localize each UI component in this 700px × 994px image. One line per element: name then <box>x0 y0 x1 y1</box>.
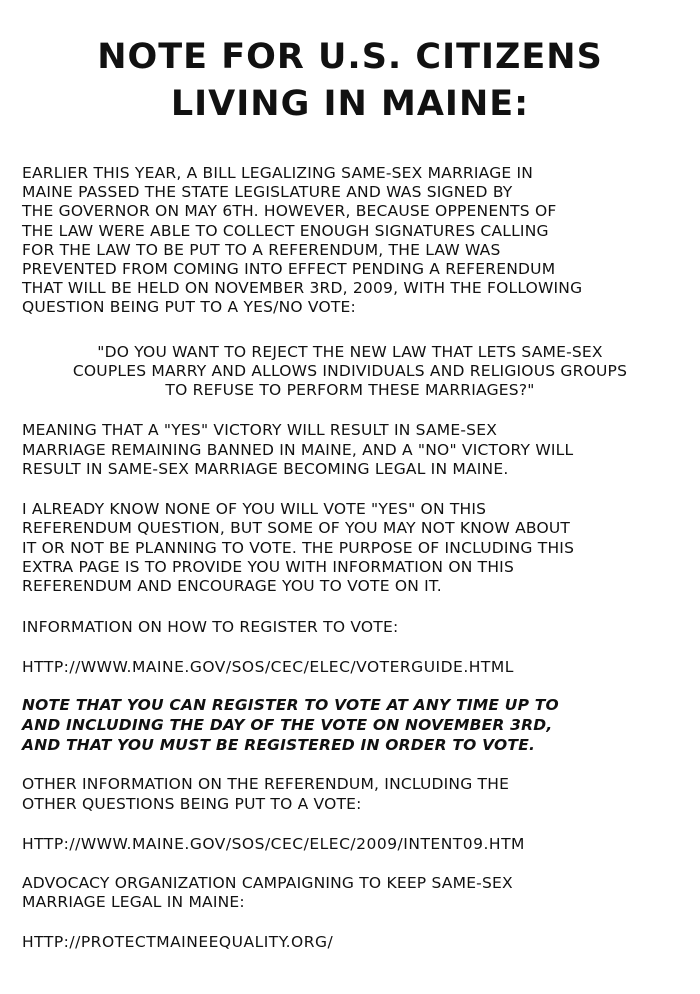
registration-note-line: AND INCLUDING THE DAY OF THE VOTE ON NOVEMBER 3RD, <box>22 716 553 734</box>
paragraph-3-line: I ALREADY KNOW NONE OF YOU WILL VOTE "YES" ON THIS <box>22 500 487 518</box>
paragraph-1-line: FOR THE LAW TO BE PUT TO A REFERENDUM, THE LAW WAS <box>22 241 501 259</box>
paragraph-2-line: MARRIAGE REMAINING BANNED IN MAINE, AND A "NO" VICTORY WILL <box>22 441 574 459</box>
other-info-line: OTHER INFORMATION ON THE REFERENDUM, INCLUDING THE <box>22 775 510 793</box>
advocacy-line: MARRIAGE LEGAL IN MAINE: <box>22 893 245 911</box>
paragraph-1-line: EARLIER THIS YEAR, A BILL LEGALIZING SAME-SEX MARRIAGE IN <box>22 164 534 182</box>
paragraph-1-line: THE LAW WERE ABLE TO COLLECT ENOUGH SIGNATURES CALLING <box>22 222 549 240</box>
paragraph-1-line: PREVENTED FROM COMING INTO EFFECT PENDING A REFERENDUM <box>22 260 556 278</box>
advocacy-url: HTTP://PROTECTMAINEEQUALITY.ORG/ <box>22 933 334 951</box>
paragraph-2-line: RESULT IN SAME-SEX MARRIAGE BECOMING LEGAL IN MAINE. <box>22 460 509 478</box>
paragraph-1-line: QUESTION BEING PUT TO A YES/NO VOTE: <box>22 298 356 316</box>
page-title-line-1: NOTE FOR U.S. CITIZENS <box>97 37 603 77</box>
paragraph-2-line: MEANING THAT A "YES" VICTORY WILL RESULT IN SAME-SEX <box>22 421 498 439</box>
referendum-question-line: "DO YOU WANT TO REJECT THE NEW LAW THAT LETS SAME-SEX <box>97 343 603 361</box>
registration-note-line: NOTE THAT YOU CAN REGISTER TO VOTE AT ANY TIME UP TO <box>22 696 559 714</box>
registration-note-line: AND THAT YOU MUST BE REGISTERED IN ORDER TO VOTE. <box>22 736 536 754</box>
paragraph-3-line: EXTRA PAGE IS TO PROVIDE YOU WITH INFORMATION ON THIS <box>22 558 514 576</box>
other-info-line: OTHER QUESTIONS BEING PUT TO A VOTE: <box>22 795 362 813</box>
paragraph-1-line: THAT WILL BE HELD ON NOVEMBER 3RD, 2009, WITH THE FOLLOWING <box>22 279 583 297</box>
paragraph-3-line: IT OR NOT BE PLANNING TO VOTE. THE PURPOSE OF INCLUDING THIS <box>22 539 575 557</box>
register-url: HTTP://WWW.MAINE.GOV/SOS/CEC/ELEC/VOTERGUIDE.HTML <box>22 658 514 676</box>
paragraph-3-line: REFERENDUM AND ENCOURAGE YOU TO VOTE ON IT. <box>22 577 442 595</box>
referendum-question-line: TO REFUSE TO PERFORM THESE MARRIAGES?" <box>165 381 535 399</box>
paragraph-1-line: MAINE PASSED THE STATE LEGISLATURE AND WAS SIGNED BY <box>22 183 513 201</box>
other-info-url: HTTP://WWW.MAINE.GOV/SOS/CEC/ELEC/2009/INTENT09.HTM <box>22 835 525 853</box>
paragraph-1-line: THE GOVERNOR ON MAY 6TH. HOWEVER, BECAUSE OPPENENTS OF <box>22 202 557 220</box>
register-label: INFORMATION ON HOW TO REGISTER TO VOTE: <box>22 618 399 636</box>
advocacy-line: ADVOCACY ORGANIZATION CAMPAIGNING TO KEEP SAME-SEX <box>22 874 513 892</box>
referendum-question-line: COUPLES MARRY AND ALLOWS INDIVIDUALS AND RELIGIOUS GROUPS <box>72 362 628 380</box>
page-title-line-2: LIVING IN MAINE: <box>170 84 530 124</box>
paragraph-3-line: REFERENDUM QUESTION, BUT SOME OF YOU MAY NOT KNOW ABOUT <box>22 519 571 537</box>
